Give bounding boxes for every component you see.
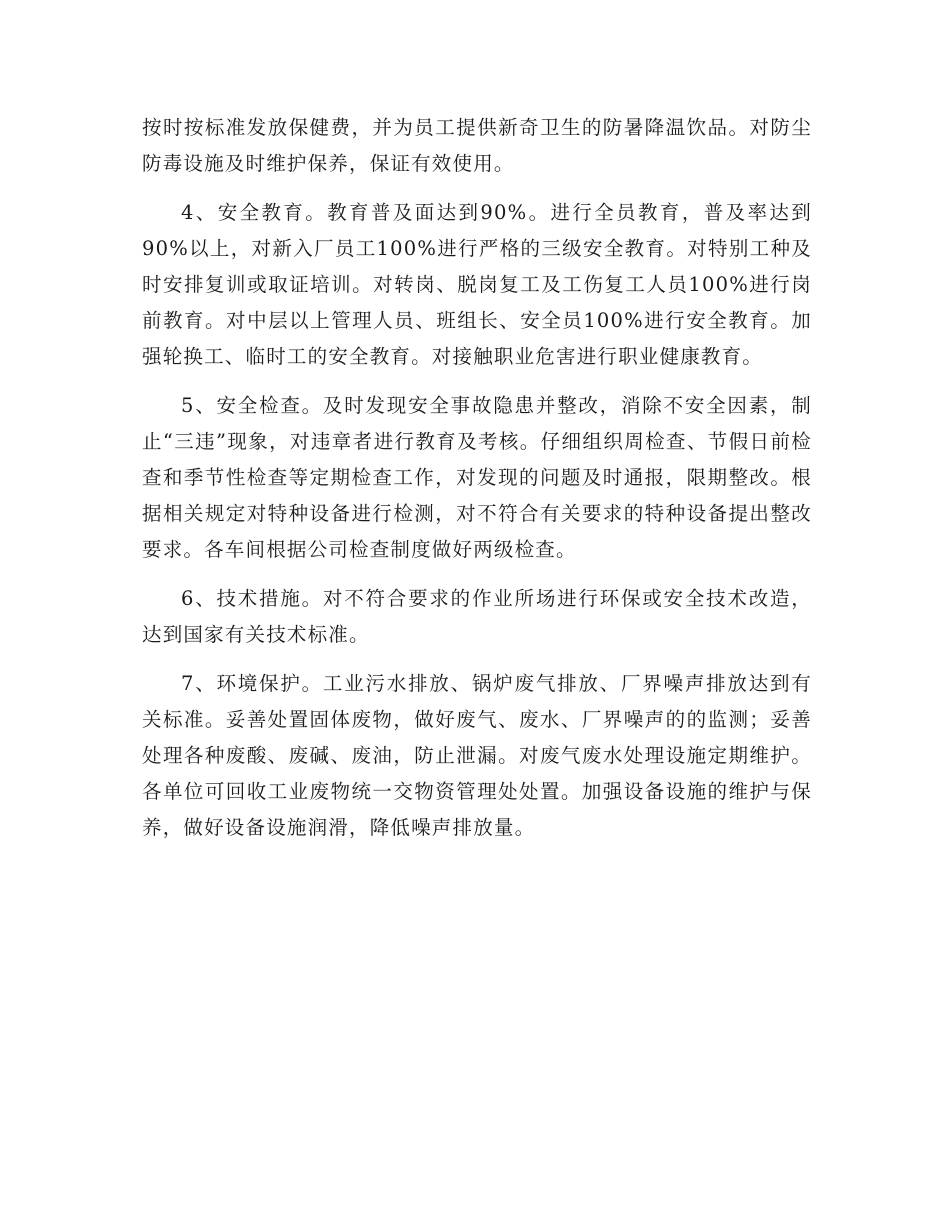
paragraph-continuation: 按时按标准发放保健费，并为员工提供新奇卫生的防暑降温饮品。对防尘防毒设施及时维护保养，保证有效使用。 <box>142 116 812 175</box>
paragraph-technical-measures: 6、技术措施。对不符合要求的作业所场进行环保或安全技术改造，达到国家有关技术标准。 <box>142 587 812 646</box>
paragraph-safety-education: 4、安全教育。教育普及面达到90%。进行全员教育，普及率达到90%以上，对新入厂员工100%进行严格的三级安全教育。对特别工种及时安排复训或取证培训。对转岗、脱岗复工及工伤复工人员100%进行岗前教育。对中层以上管理人员、班组长、安全员100%进行安全教育。加强轮换工、临时工的安全教育。对接触职业危害进行职业健康教育。 <box>142 201 812 368</box>
paragraph-safety-inspection: 5、安全检查。及时发现安全事故隐患并整改，消除不安全因素，制止“三违”现象，对违章者进行教育及考核。仔细组织周检查、节假日前检查和季节性检查等定期检查工作，对发现的问题及时通报，限期整改。根据相关规定对特种设备进行检测，对不符合有关要求的特种设备提出整改要求。各车间根据公司检查制度做好两级检查。 <box>142 394 812 561</box>
paragraph-environmental-protection: 7、环境保护。工业污水排放、锅炉废气排放、厂界噪声排放达到有关标准。妥善处置固体废物，做好废气、废水、厂界噪声的的监测；妥善处理各种废酸、废碱、废油，防止泄漏。对废气废水处理设施定期维护。各单位可回收工业废物统一交物资管理处处置。加强设备设施的维护与保养，做好设备设施润滑，降低噪声排放量。 <box>142 672 812 839</box>
document-body <box>142 110 812 859</box>
